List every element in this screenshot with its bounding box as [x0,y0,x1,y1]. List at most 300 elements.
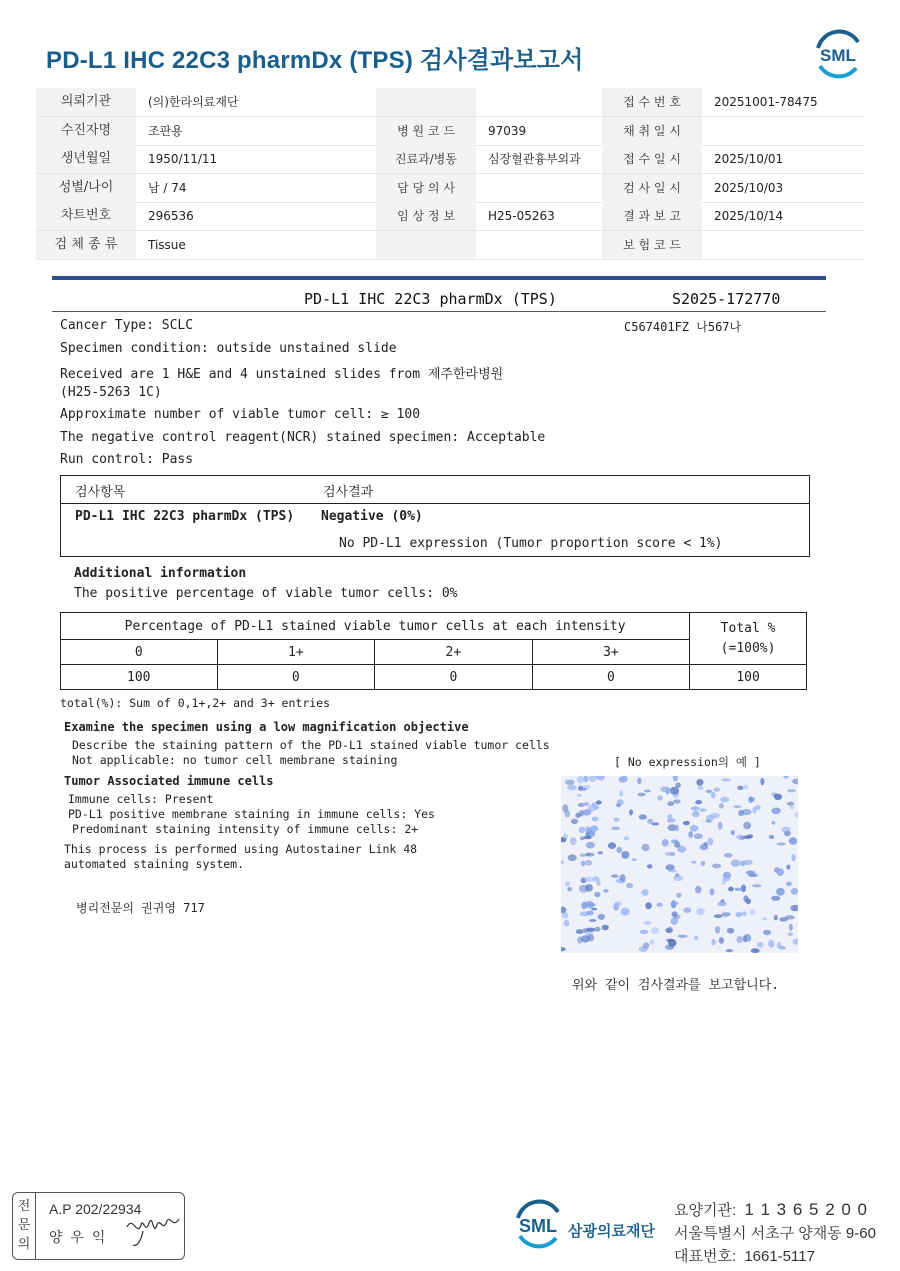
total-header-cell [690,613,807,665]
cell-nucleus [597,880,601,886]
cell-nucleus [567,887,572,891]
info-label: 의뢰기관 [36,88,136,116]
cell-nucleus [562,912,569,919]
intensity-value: 0 [375,665,533,690]
cell-nucleus [621,851,629,859]
cell-nucleus [652,822,660,825]
cell-nucleus [674,842,680,848]
cell-nucleus [741,885,746,893]
cell-nucleus [667,814,672,819]
cell-nucleus [638,793,646,797]
cell-nucleus [718,822,723,830]
info-row [36,117,864,146]
cell-nucleus [717,902,726,907]
cell-nucleus [721,778,730,781]
cell-nucleus [771,896,780,901]
cell-nucleus [577,794,582,797]
cell-nucleus [584,877,594,882]
cell-nucleus [563,833,568,839]
cell-nucleus [629,809,633,815]
sml-logo-text: SML [820,46,856,65]
cell-nucleus [763,917,768,920]
cell-nucleus [620,874,626,882]
cell-nucleus [711,792,716,798]
cell-nucleus [592,802,597,807]
info-label: 접 수 번 호 [602,88,702,116]
cell-nucleus [590,825,598,832]
cell-nucleus [779,917,788,921]
report-line: (H25-5263 1C) [60,385,162,400]
info-label: 병 원 코 드 [376,117,476,145]
cell-nucleus [584,802,589,806]
cell-nucleus [688,831,693,838]
cell-nucleus [585,826,589,832]
cell-nucleus [735,912,742,917]
cell-nucleus [657,795,663,801]
cell-nucleus [751,948,760,953]
process-line: automated staining system. [64,857,245,871]
cell-nucleus [642,844,650,851]
cell-nucleus [602,925,609,931]
cell-nucleus [645,902,652,909]
org-code: 1 1 3 6 5 2 0 0 [744,1200,869,1219]
cell-nucleus [647,864,653,868]
cell-nucleus [667,801,674,806]
cell-nucleus [774,915,778,920]
cell-nucleus [695,800,702,804]
cell-nucleus [621,908,630,916]
cell-nucleus [691,806,700,810]
image-caption: [ No expression의 예 ] [614,755,761,769]
cell-nucleus [592,817,599,821]
pathologist: 병리전문의 권귀영 717 [76,901,205,915]
org-code-label: 요양기관: [674,1202,737,1219]
cell-nucleus [698,786,704,790]
phone-number: 1661-5117 [744,1248,815,1265]
cell-nucleus [699,808,706,811]
intensity-label: 1+ [217,640,375,665]
cell-nucleus [598,914,605,920]
cell-nucleus [637,778,641,785]
cell-nucleus [581,861,585,867]
cell-nucleus [641,889,648,896]
cell-nucleus [793,939,798,945]
cell-nucleus [791,888,798,895]
report-line: The negative control reagent(NCR) stained specimen: Acceptable [60,430,546,445]
info-value: 2025/10/01 [714,152,784,167]
cell-nucleus [783,776,789,779]
cell-nucleus [733,805,741,808]
intensity-table [60,612,807,690]
total-subheader: (=100%) [720,640,776,656]
cell-nucleus [639,814,647,819]
cell-nucleus [777,868,784,876]
handwritten-signature [123,1207,183,1251]
info-row [36,231,864,260]
cell-nucleus [594,892,600,898]
info-label: 검 사 일 시 [602,174,702,202]
cell-nucleus [790,806,795,809]
cell-nucleus [667,818,676,822]
cell-nucleus [570,837,577,845]
cell-nucleus [584,860,592,866]
cell-nucleus [792,779,798,785]
cell-nucleus [626,883,633,888]
cell-nucleus [786,882,792,887]
cell-nucleus [786,865,790,870]
examine-line: Describe the staining pattern of the PD-L1 stained viable tumor cells [72,738,550,752]
info-row [36,145,864,174]
cell-nucleus [726,949,733,952]
cell-nucleus [769,835,774,839]
cell-nucleus [750,909,755,915]
cell-nucleus [752,807,756,814]
cell-nucleus [691,861,696,864]
cell-nucleus [575,813,580,819]
cell-nucleus [565,780,575,786]
cell-nucleus [696,779,703,786]
info-row [36,88,864,117]
cell-nucleus [742,809,752,815]
cell-nucleus [567,785,577,790]
cell-nucleus [731,830,735,835]
info-label: 임 상 정 보 [376,202,476,230]
cell-nucleus [673,876,683,882]
cell-nucleus [712,864,721,869]
cell-nucleus [576,929,584,934]
cell-nucleus [744,785,748,789]
signature-side [13,1193,36,1259]
info-label: 성별/나이 [36,174,136,202]
cell-nucleus [736,936,743,943]
info-value [476,231,614,259]
cell-nucleus [763,930,771,935]
additional-heading: Additional information [74,566,247,581]
cell-nucleus [619,790,623,797]
cell-nucleus [734,888,741,891]
info-value: H25-05263 [488,209,555,224]
intensity-label: 0 [61,640,218,665]
cell-nucleus [675,825,679,831]
cell-nucleus [611,874,619,878]
cell-nucleus [715,926,720,933]
cell-nucleus [673,799,681,803]
cell-nucleus [584,836,592,839]
cell-nucleus [757,942,763,948]
cell-nucleus [640,930,648,934]
cell-nucleus [589,919,597,922]
cell-nucleus [571,819,578,825]
info-value [476,88,614,116]
cell-nucleus [692,811,700,817]
ihc-example-image [561,776,798,953]
sml-logo [812,28,864,80]
cell-nucleus [760,778,764,786]
intensity-label: 3+ [532,640,690,665]
intensity-table-header: Percentage of PD-L1 stained viable tumor cells at each intensity [61,613,690,640]
cell-nucleus [617,799,624,805]
phone-label: 대표번호: [674,1248,737,1265]
cell-nucleus [742,911,747,916]
cell-nucleus [672,911,678,917]
info-value: 2025/10/14 [714,209,784,224]
cell-nucleus [650,939,655,945]
cell-nucleus [611,827,620,831]
total-value: 100 [690,665,807,690]
info-value [702,117,876,145]
cell-nucleus [774,794,782,800]
license-number: A.P 202/22934 [49,1201,142,1217]
intensity-value: 100 [61,665,218,690]
result-col1-header: 검사항목 [75,485,126,500]
result-box [60,475,810,557]
cell-nucleus [701,861,706,866]
info-label: 생년월일 [36,145,136,173]
immune-line: PD-L1 positive membrane staining in immune cells: Yes [68,807,435,821]
info-label: 접 수 일 시 [602,145,702,173]
report-line: Cancer Type: SCLC [60,318,194,333]
cell-nucleus [591,908,597,911]
cell-nucleus [587,935,594,942]
report-line: Approximate number of viable tumor cell: ≥ 100 [60,407,421,422]
cell-nucleus [690,825,699,832]
intensity-value: 0 [532,665,690,690]
cell-nucleus [779,946,785,950]
cell-nucleus [568,854,577,861]
cell-nucleus [723,874,731,881]
process-line: This process is performed using Autostainer Link 48 [64,842,418,856]
cell-nucleus [749,797,755,802]
report-header-rule [52,311,826,312]
cell-nucleus [578,803,585,807]
report-line: Run control: Pass [60,452,194,467]
cell-nucleus [743,935,748,942]
signer-name: 양 우 익 [49,1229,108,1245]
examine-heading: Examine the specimen using a low magnification objective [64,720,469,734]
cell-nucleus [644,921,651,925]
info-label: 채 취 일 시 [602,117,702,145]
additional-text: The positive percentage of viable tumor cells: 0% [74,586,458,601]
info-value: 심장혈관흉부외과 [488,152,581,167]
cell-nucleus [789,837,797,845]
footer-org-code-row [674,1199,868,1220]
cell-nucleus [731,859,741,866]
cell-nucleus [669,869,677,872]
result-value: Negative (0%) [321,509,423,524]
cell-nucleus [720,797,729,803]
cell-nucleus [586,928,595,932]
intensity-value: 0 [217,665,375,690]
cell-nucleus [596,776,605,781]
cell-nucleus [565,810,571,818]
info-row [36,174,864,203]
cell-nucleus [608,842,616,849]
cell-nucleus [721,912,730,916]
cell-nucleus [695,886,702,894]
info-value: 20251001-78475 [714,95,818,109]
cell-nucleus [656,903,662,907]
info-value: (의)한라의료재단 [148,95,239,109]
cell-nucleus [585,901,594,908]
report-test-name: PD-L1 IHC 22C3 pharmDx (TPS) [304,290,557,308]
side-char: 문 [17,1218,31,1233]
cell-nucleus [598,851,603,854]
cell-nucleus [670,787,679,795]
result-note: No PD-L1 expression (Tumor proportion score < 1%) [339,536,723,551]
cell-nucleus [614,818,620,822]
result-col2-header: 검사결과 [323,485,374,500]
info-value: 남 / 74 [148,180,187,195]
cell-nucleus [616,847,622,853]
info-value: Tissue [148,238,186,252]
total-note: total(%): Sum of 0,1+,2+ and 3+ entries [60,696,331,710]
info-label: 검 체 종 류 [36,231,136,259]
cell-nucleus [644,790,651,793]
cell-nucleus [787,802,794,806]
cell-nucleus [676,893,682,898]
cell-nucleus [580,854,586,857]
cell-nucleus [668,927,673,932]
cell-nucleus [719,803,724,809]
cell-nucleus [719,937,724,944]
info-value: 296536 [148,209,194,224]
cell-nucleus [647,819,653,824]
cell-nucleus [736,835,744,840]
footer-logo-text: SML [519,1216,557,1236]
closing-statement: 위와 같이 검사결과를 보고합니다. [572,978,780,993]
cell-nucleus [711,939,716,945]
report-divider-bar [52,276,826,280]
info-label: 담 당 의 사 [376,174,476,202]
cell-nucleus [586,853,590,856]
info-label [376,231,476,259]
cell-nucleus [651,928,659,935]
cell-nucleus [564,920,570,927]
cell-nucleus [586,842,595,849]
cell-nucleus [577,776,584,783]
info-row [36,202,864,231]
cell-nucleus [771,821,775,825]
cell-nucleus [743,822,751,830]
report-title: PD-L1 IHC 22C3 pharmDx (TPS) 검사결과보고서 [46,47,584,74]
cell-nucleus [673,776,678,781]
info-value: 조판용 [148,123,183,138]
side-char: 전 [17,1199,31,1214]
cell-nucleus [708,838,714,846]
cell-nucleus [746,871,755,875]
info-value: 97039 [488,123,527,138]
cell-nucleus [586,911,593,916]
cell-nucleus [752,884,762,887]
cell-nucleus [623,837,629,841]
result-item: PD-L1 IHC 22C3 pharmDx (TPS) [75,509,295,524]
cell-nucleus [703,842,708,846]
info-label [376,88,476,116]
total-header: Total % [720,620,776,636]
cell-nucleus [781,827,790,833]
cell-nucleus [585,884,593,892]
cell-nucleus [643,942,649,948]
cell-nucleus [743,895,748,902]
cell-nucleus [727,928,734,934]
cell-nucleus [777,843,787,846]
cell-nucleus [583,776,588,782]
cell-nucleus [788,932,793,936]
cell-nucleus [632,858,637,861]
cell-nucleus [776,888,785,896]
info-label: 차트번호 [36,202,136,230]
cell-nucleus [791,854,795,861]
cell-nucleus [683,907,691,913]
cell-nucleus [697,908,705,915]
cell-nucleus [790,905,798,911]
intensity-label: 2+ [375,640,533,665]
info-label: 결 과 보 고 [602,202,702,230]
cell-nucleus [771,808,781,815]
cell-nucleus [578,788,587,791]
report-line: Specimen condition: outside unstained slide [60,341,397,356]
cell-nucleus [565,882,570,886]
cell-nucleus [589,776,597,782]
report-line: Received are 1 H&E and 4 unstained slides from 제주한라병원 [60,367,504,382]
report-code: C567401FZ 나567나 [624,320,742,334]
footer-address: 서울특별시 서초구 양재동 9-60 [674,1225,876,1242]
cell-nucleus [789,924,793,931]
cell-nucleus [603,889,609,893]
immune-heading: Tumor Associated immune cells [64,774,274,788]
cell-nucleus [787,789,796,792]
cell-nucleus [666,939,674,942]
immune-line: Predominant staining intensity of immune cells: 2+ [72,822,419,836]
signature-box [12,1192,185,1260]
cell-nucleus [678,935,688,938]
info-label: 보 험 코 드 [602,231,702,259]
footer-phone-row [674,1245,815,1266]
info-value: 1950/11/11 [148,152,218,167]
cell-nucleus [614,901,622,906]
cell-nucleus [724,853,732,858]
cell-nucleus [579,827,586,833]
cell-nucleus [660,787,670,793]
examine-line: Not applicable: no tumor cell membrane staining [72,753,398,767]
cell-nucleus [710,813,720,818]
info-value [476,174,614,202]
cell-nucleus [669,852,675,856]
cell-nucleus [706,790,712,794]
cell-nucleus [662,839,669,847]
immune-line: Immune cells: Present [68,792,214,806]
cell-nucleus [737,786,743,790]
footer-logo [512,1198,564,1250]
cell-nucleus [561,947,566,951]
side-char: 의 [17,1237,31,1252]
cell-nucleus [683,821,690,825]
cell-nucleus [596,800,602,804]
cell-nucleus [670,902,679,905]
cell-nucleus [744,860,753,865]
cell-nucleus [694,935,698,940]
footer-org: 삼광의료재단 [568,1223,655,1240]
info-label: 수진자명 [36,117,136,145]
info-label: 진료과/병동 [376,145,476,173]
cell-nucleus [713,788,720,792]
cell-nucleus [594,927,601,932]
cell-nucleus [794,812,798,817]
cell-nucleus [561,861,564,864]
cell-nucleus [768,940,774,948]
cell-nucleus [709,888,714,895]
report-accession: S2025-172770 [672,290,781,308]
